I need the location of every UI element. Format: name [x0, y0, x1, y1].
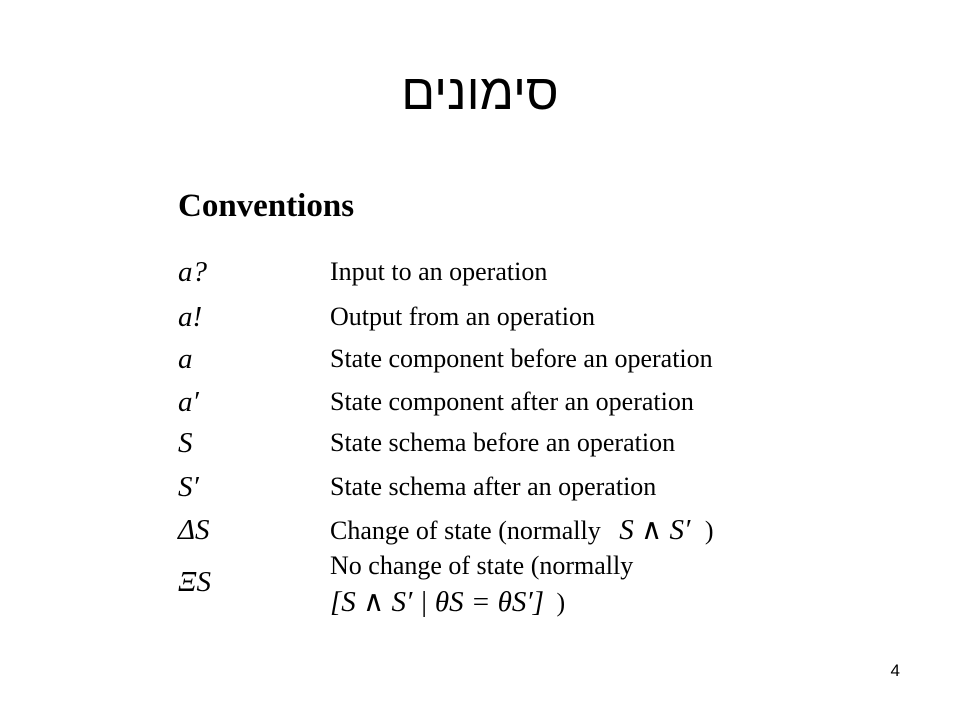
- slide-title: סימונים: [401, 64, 559, 120]
- convention-closing: ): [704, 516, 714, 545]
- convention-description: Input to an operation: [330, 257, 548, 286]
- convention-description: Change of state (normally: [330, 516, 601, 545]
- convention-symbol: a!: [178, 301, 203, 333]
- convention-closing: ): [556, 588, 566, 617]
- convention-description: State schema after an operation: [330, 472, 657, 501]
- convention-symbol: a?: [178, 256, 207, 288]
- convention-description: Output from an operation: [330, 302, 595, 331]
- convention-symbol: S: [178, 427, 193, 459]
- convention-symbol: ΔS: [178, 514, 210, 546]
- page-number: 4: [890, 661, 900, 680]
- convention-symbol: ΞS: [178, 566, 212, 598]
- convention-formula: S ∧ S′: [619, 514, 691, 546]
- convention-description-line: [330, 512, 714, 549]
- convention-formula-line: [330, 584, 565, 621]
- convention-description: State schema before an operation: [330, 428, 676, 457]
- conventions-heading: Conventions: [178, 188, 355, 224]
- convention-symbol: S′: [178, 471, 199, 503]
- convention-description: State component after an operation: [330, 387, 694, 416]
- convention-description: State component before an operation: [330, 344, 713, 373]
- convention-symbol: a: [178, 343, 193, 375]
- convention-description: No change of state (normally: [330, 551, 634, 580]
- convention-symbol: a′: [178, 386, 199, 418]
- convention-formula: [S ∧ S′ | θS = θS′]: [330, 586, 545, 618]
